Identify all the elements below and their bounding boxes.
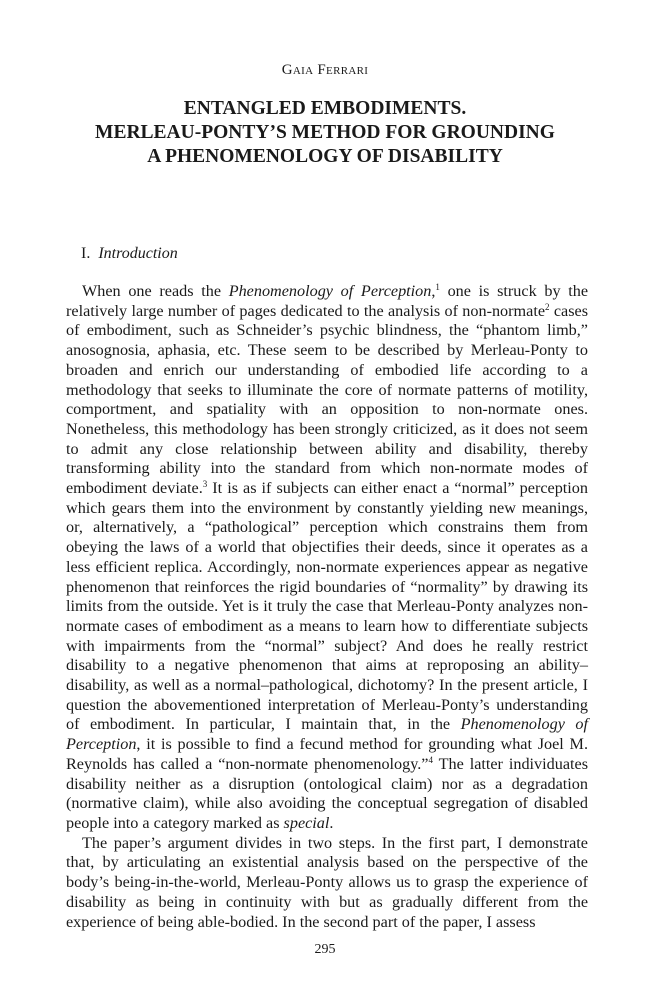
section-title: Introduction — [98, 245, 178, 262]
p1-text: . — [329, 813, 334, 832]
paragraph-1: When one reads the Phenomenology of Perception,$^1$ one is struck by the relatively large number of pages dedicated to the analysis of non-normate$^2$ cases of embodiment, such as Schneider’s psychic blindness, the “phantom limb,” anosognosia, aphasia, etc. These seem to be described by Merleau-Ponty to broaden and enrich our understanding of embodied life according to a methodology that seeks to illuminate the core of normate patterns of motility, comportment, and spatiality with an opposition to non-normate ones. Nonetheless, this methodology has been strongly criticized, as it does not seem to admit any close relationship between ability and disability, thereby transforming ability into the standard from which non-normate modes of embodiment deviate.$^3$ It is as if subjects can either enact a “normal” perception which gears them into the environment by constantly yielding new meanings, or, alternatively, a “pathological” perception which constrains them from obeying the laws of a world that objectifies their deeds, since it operates as a less efficient replica. Accordingly, non-normate experiences appear as negative phenomenon that reinforces the rigid boundaries of “normality” by drawing its limits from the outside. Yet is it truly the case that Merleau-Ponty analyzes non-normate cases of embodiment as a means to learn how to differentiate subjects with impairments from the “normal” subject? And does he really restrict disability to a negative phenomenon that aims at reproposing an ability–disability, as well as a normal–pathological, dichotomy? In the present article, I question the abovementioned interpretation of Merleau-Ponty’s understanding of embodiment. In particular, I maintain that, in the Phenomenology of Perception, it is possible to find a fecund method for grounding what Joel M. Reynolds has called a “non-normate phenomenology.”$^4$ The latter individuates disability neither as a disruption (ontological claim) nor as a degradation (normative claim), while also avoiding the conceptual segregation of disabled people into a category marked as special. — [66, 282, 589, 832]
p1-italic-title: Phenomenology of Perception — [228, 282, 432, 300]
footnote-ref-4[interactable]: 4 — [428, 754, 433, 765]
body-text — [66, 282, 588, 932]
footnote-ref-1[interactable]: 1 — [435, 282, 440, 292]
section-number: I. — [81, 245, 91, 262]
paragraph-2: The paper’s argument divides in two steps. In the first part, I demonstrate that, by articulating an existential analysis based on the perspective of the body’s being-in-the-world, Merleau-Ponty allows us to grasp the experience of disability as being in continuity with but as gradually different from the experience of being able-bodied. In the second part of the paper, I assess — [66, 833, 588, 931]
title-line-3: A PHENOMENOLOGY OF DISABILITY — [147, 146, 503, 167]
p1-text: one is struck by the relatively large number of pages dedicated to the analysis of non-normate — [66, 282, 589, 320]
p1-italic-title: Phenomenology of Perception — [66, 715, 588, 754]
footnote-ref-3[interactable]: 3 — [202, 479, 208, 490]
p1-italic-word: special — [283, 813, 330, 832]
footnote-ref-2[interactable]: 2 — [545, 301, 550, 312]
title-line-1: ENTANGLED EMBODIMENTS. — [183, 98, 467, 119]
p1-text: It is as if subjects can either enact a “normal” perception which gears them into the environment by constantly yielding new meanings, or, alternatively, a “pathological” perception which constrains them from obeying the laws of a world that objectifies their deeds, since it operates as a less efficient replica. Accordingly, non-normate experiences appear as negative phenomenon that reinforces the rigid boundaries of “normality” by drawing its limits from the outside. Yet is it truly the case that Merleau-Ponty analyzes non-normate cases of embodiment as a means to learn how to differentiate subjects with impairments from the “normal” subject? And does he really restrict disability to a negative phenomenon that aims at reproposing an ability–disability, as well as a normal–pathological, dichotomy? In the present article, I question the abovementioned interpretation of Merleau-Ponty’s understanding of embodiment. In particular, I maintain that, in the — [66, 479, 588, 734]
section-heading — [81, 245, 178, 263]
author-name: Gaia Ferrari — [281, 62, 369, 78]
p1-text: When one reads the — [82, 282, 229, 300]
page-number: 295 — [314, 942, 336, 957]
p1-text: cases of embodiment, such as Schneider’s psychic blindness, the “phantom limb,” anosognosia, aphasia, etc. These seem to be described by Merleau-Ponty to broaden and enrich our understanding of embodied life according to a methodology that seeks to illuminate the core of normate patterns of motility, comportment, and spatiality with an opposition to non-normate ones. Nonetheless, this methodology has been strongly criticized, as it does not seem to admit any close relationship between ability and disability, thereby transforming ability into the standard from which non-normate modes of embodiment deviate. — [66, 301, 589, 498]
title-line-2: MERLEAU-PONTY’S METHOD FOR GROUNDING — [95, 122, 555, 143]
article-title — [0, 97, 650, 169]
p1-text: The latter individuates disability neither as a disruption (ontological claim) nor as a degradation (normative claim), while also avoiding the conceptual segregation of disabled people into a category marked as — [66, 754, 588, 832]
p1-text: , it is possible to find a fecund method for grounding what Joel M. Reynolds has called a “non-normate phenomenology.” — [66, 735, 588, 773]
